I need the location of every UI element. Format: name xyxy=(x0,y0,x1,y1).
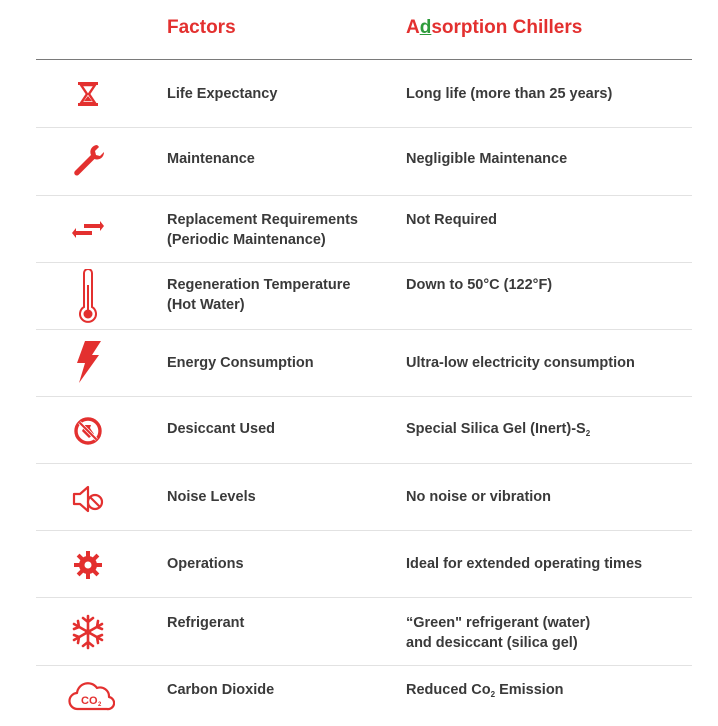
no-chemical-icon xyxy=(66,409,110,453)
table-row xyxy=(36,263,692,330)
co2-cloud-icon xyxy=(66,674,116,718)
header-letter-a: A xyxy=(406,17,420,38)
factor-label: Carbon Dioxide xyxy=(167,682,275,698)
table-row xyxy=(36,598,692,666)
table-row xyxy=(36,464,692,531)
header-factors: Factors xyxy=(167,17,236,38)
value-label: Reduced $Co_2$ Emission xyxy=(406,682,564,699)
svg-text:CO: CO xyxy=(81,695,98,707)
hourglass-icon xyxy=(66,72,110,116)
value-label: Special Silica Gel $(Inert)-S_2$ xyxy=(406,421,591,438)
table-row xyxy=(36,531,692,598)
factor-label: Regeneration Temperature (Hot Water) xyxy=(167,277,351,313)
gear-icon xyxy=(66,543,110,587)
table-row xyxy=(36,666,692,726)
table-row xyxy=(36,128,692,196)
svg-text:2: 2 xyxy=(98,702,102,708)
factor-label: Noise Levels xyxy=(167,489,256,505)
mute-speaker-icon xyxy=(66,477,110,521)
factor-label: Maintenance xyxy=(167,151,255,167)
factor-label: Life Expectancy xyxy=(167,86,278,102)
value-label: Not Required xyxy=(406,212,498,228)
table-row xyxy=(36,397,692,464)
lightning-icon xyxy=(66,338,110,386)
table-header xyxy=(0,0,718,60)
table-row xyxy=(36,60,692,128)
swap-arrows-icon xyxy=(66,208,110,252)
value-label: Down to 50°C (122°F) xyxy=(406,277,553,293)
factor-label: Replacement Requirements (Periodic Maintenance) xyxy=(167,212,358,248)
factor-label: Desiccant Used xyxy=(167,421,275,437)
value-label: Ideal for extended operating times xyxy=(406,556,643,572)
wrench-icon xyxy=(66,138,110,182)
value-label: Ultra-low electricity consumption xyxy=(406,355,635,371)
factor-label: Refrigerant xyxy=(167,615,245,631)
thermometer-icon xyxy=(66,268,110,324)
factor-label: Operations xyxy=(167,556,244,572)
snowflake-icon xyxy=(66,610,110,654)
value-label: Long life (more than 25 years) xyxy=(406,86,613,102)
factor-label: Energy Consumption xyxy=(167,355,314,371)
value-label: Negligible Maintenance xyxy=(406,151,568,167)
header-adsorption-chillers xyxy=(406,17,582,39)
table-row xyxy=(36,196,692,263)
header-rest: sorption Chillers xyxy=(431,17,583,38)
table-row xyxy=(36,330,692,397)
header-letter-d: d xyxy=(419,17,432,38)
value-label: No noise or vibration xyxy=(406,489,552,505)
value-label: “Green" refrigerant (water) and desiccant (silica gel) xyxy=(406,615,591,651)
